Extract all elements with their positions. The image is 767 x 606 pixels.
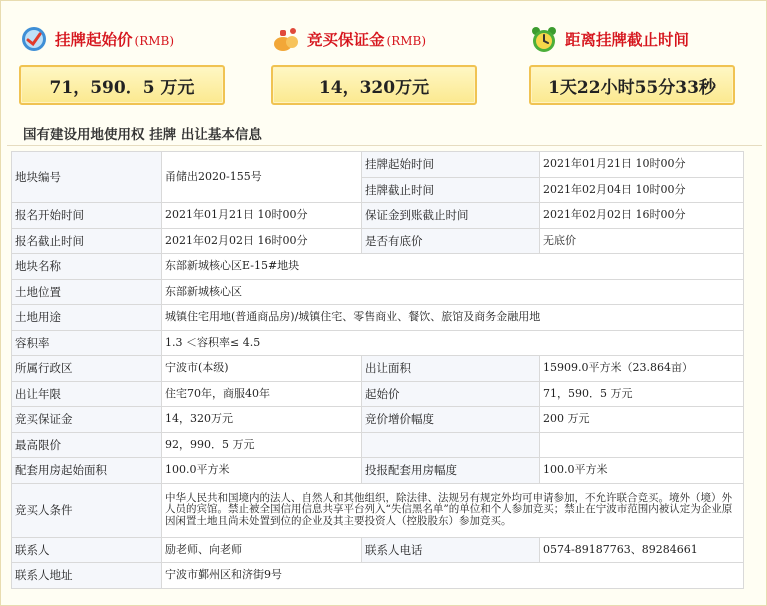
deposit-deadline-label: 保证金到账截止时间 xyxy=(362,203,540,229)
term-label: 出让年限 xyxy=(12,381,162,407)
summary-panel xyxy=(1,1,767,111)
table-row xyxy=(12,407,744,433)
location-value: 东部新城核心区 xyxy=(162,279,744,305)
signup-end-label: 报名截止时间 xyxy=(12,228,162,254)
district-value: 宁波市(本级) xyxy=(162,356,362,382)
deposit-card xyxy=(271,19,501,109)
money-bag-icon xyxy=(271,24,301,54)
phone-value: 0574-89187763、89284661 xyxy=(540,537,744,563)
table-row xyxy=(12,537,744,563)
housing-increment-label: 投报配套用房幅度 xyxy=(362,458,540,484)
location-label: 土地位置 xyxy=(12,279,162,305)
countdown-value: 1天22小时55分33秒 xyxy=(529,65,735,105)
signup-start-value: 2021年01月21日 10时00分 xyxy=(162,203,362,229)
start-price-row-value: 71，590．5 万元 xyxy=(540,381,744,407)
deposit-row-value: 14，320万元 xyxy=(162,407,362,433)
table-row xyxy=(12,254,744,280)
contact-label: 联系人 xyxy=(12,537,162,563)
bidder-conditions-label: 竞买人条件 xyxy=(12,483,162,537)
phone-label: 联系人电话 xyxy=(362,537,540,563)
parcel-no-value: 甬储出2020-155号 xyxy=(162,152,362,203)
housing-increment-value: 100.0平方米 xyxy=(540,458,744,484)
table-row xyxy=(12,381,744,407)
countdown-card xyxy=(529,19,759,109)
contact-value: 励老师、向老师 xyxy=(162,537,362,563)
section-title: 国有建设用地使用权 挂牌 出让基本信息 xyxy=(23,127,262,143)
max-price-value: 92，990．5 万元 xyxy=(162,432,362,458)
reserve-price-label: 是否有底价 xyxy=(362,228,540,254)
section-divider xyxy=(7,145,762,146)
deposit-deadline-value: 2021年02月02日 16时00分 xyxy=(540,203,744,229)
table-row xyxy=(12,483,744,537)
empty-cell xyxy=(540,432,744,458)
table-row xyxy=(12,203,744,229)
countdown-label: 距离挂牌截止时间 xyxy=(565,30,690,49)
parcel-no-label: 地块编号 xyxy=(12,152,162,203)
empty-cell xyxy=(362,432,540,458)
increment-label: 竞价增价幅度 xyxy=(362,407,540,433)
alarm-clock-icon xyxy=(529,24,559,54)
deposit-value: 14，320万元 xyxy=(271,65,477,105)
listing-end-time-label: 挂牌截止时间 xyxy=(362,177,540,203)
table-row xyxy=(12,228,744,254)
table-row xyxy=(12,432,744,458)
housing-area-value: 100.0平方米 xyxy=(162,458,362,484)
table-row xyxy=(12,279,744,305)
start-price-value: 71，590．5 万元 xyxy=(19,65,225,105)
table-row xyxy=(12,458,744,484)
table-row xyxy=(12,330,744,356)
plot-ratio-value: 1.3 ＜容积率≤ 4.5 xyxy=(162,330,744,356)
address-label: 联系人地址 xyxy=(12,563,162,589)
district-label: 所属行政区 xyxy=(12,356,162,382)
price-tag-icon xyxy=(19,24,49,54)
listing-start-time-value: 2021年01月21日 10时00分 xyxy=(540,152,744,178)
listing-start-time-label: 挂牌起始时间 xyxy=(362,152,540,178)
listing-end-time-value: 2021年02月04日 10时00分 xyxy=(540,177,744,203)
table-row xyxy=(12,152,744,178)
area-label: 出让面积 xyxy=(362,356,540,382)
table-row xyxy=(12,356,744,382)
land-use-label: 土地用途 xyxy=(12,305,162,331)
deposit-row-label: 竞买保证金 xyxy=(12,407,162,433)
max-price-label: 最高限价 xyxy=(12,432,162,458)
signup-start-label: 报名开始时间 xyxy=(12,203,162,229)
deposit-label: 竞买保证金 (RMB) xyxy=(307,30,427,49)
reserve-price-value: 无底价 xyxy=(540,228,744,254)
housing-area-label: 配套用房起始面积 xyxy=(12,458,162,484)
start-price-label: 挂牌起始价 (RMB) xyxy=(55,30,175,49)
address-value: 宁波市鄞州区和济街9号 xyxy=(162,563,744,589)
parcel-name-value: 东部新城核心区E-15#地块 xyxy=(162,254,744,280)
start-price-row-label: 起始价 xyxy=(362,381,540,407)
bidder-conditions-value: 中华人民共和国境内的法人、自然人和其他组织，除法律、法规另有规定外均可申请参加，不允许联合竞买。境外（境）外人员的宾馆。禁止被全国信用信息共享平台列入“失信黑名单”的单位和个人参加竞买；禁止在宁波市范围内被认定为企业原因闲置土地且尚未处置到位的企业及其主要投资人（控股股东）参加竞买。 xyxy=(162,483,744,537)
land-info-table xyxy=(11,151,744,589)
land-use-value: 城镇住宅用地(普通商品房)/城镇住宅、零售商业、餐饮、旅馆及商务金融用地 xyxy=(162,305,744,331)
increment-value: 200 万元 xyxy=(540,407,744,433)
plot-ratio-label: 容积率 xyxy=(12,330,162,356)
table-row xyxy=(12,563,744,589)
area-value: 15909.0平方米（23.864亩） xyxy=(540,356,744,382)
table-row xyxy=(12,305,744,331)
parcel-name-label: 地块名称 xyxy=(12,254,162,280)
signup-end-value: 2021年02月02日 16时00分 xyxy=(162,228,362,254)
term-value: 住宅70年，商服40年 xyxy=(162,381,362,407)
start-price-card xyxy=(19,19,249,109)
